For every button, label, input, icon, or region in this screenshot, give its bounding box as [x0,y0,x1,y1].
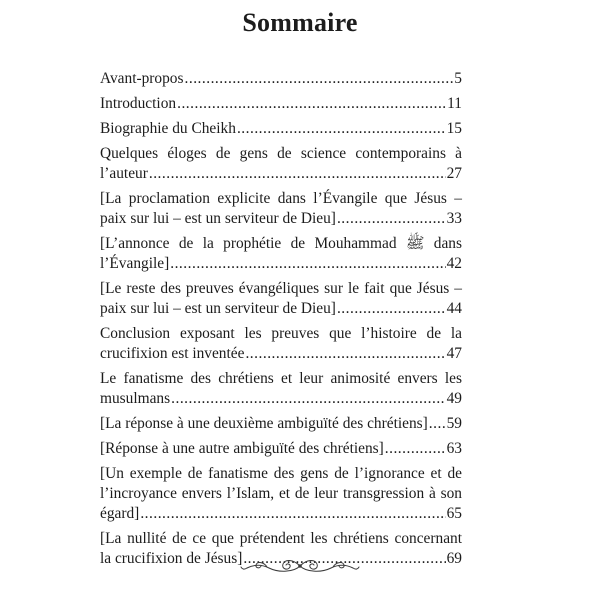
toc-page-number: 59 [446,415,462,432]
table-of-contents [100,69,462,574]
toc-entry [100,94,462,114]
toc-dot-leader [170,254,445,274]
toc-page-number: 42 [446,255,462,272]
toc-page-number: 69 [446,550,462,567]
toc-entry-text: l’incroyance envers l’Islam, et de leur transgression à son [100,485,462,502]
toc-dot-leader [149,164,446,184]
toc-entry-last-line [100,439,462,459]
toc-page-number: 15 [446,120,462,137]
toc-entry-text: Avant-propos [100,70,184,87]
toc-entry-line [100,324,462,344]
page-title: Sommaire [242,8,358,37]
toc-entry-line [100,279,462,299]
toc-entry-text: [La réponse à une deuxième ambiguïté des chrétiens] [100,415,428,432]
toc-entry [100,189,462,229]
toc-page-number: 63 [446,440,462,457]
toc-entry-last-line [100,209,462,229]
toc-entry-text: l’auteur [100,165,148,182]
toc-dot-leader [245,344,445,364]
toc-entry [100,69,462,89]
toc-dot-leader [140,504,445,524]
toc-entry-text: [Un exemple de fanatisme des gens de l’ignorance et de [100,465,462,482]
toc-entry [100,369,462,409]
toc-entry-line [100,369,462,389]
toc-entry-text: [L’annonce de la prophétie de Mouhammad ﷺ dans [100,235,462,252]
toc-entry-text: musulmans [100,390,171,407]
toc-page-number: 11 [447,95,462,112]
toc-dot-leader [385,439,446,459]
toc-entry-line [100,234,462,254]
toc-entry-last-line [100,69,462,89]
toc-entry-last-line [100,254,462,274]
toc-entry-text: paix sur lui – est un serviteur de Dieu] [100,300,336,317]
toc-page-number: 47 [446,345,462,362]
toc-entry [100,144,462,184]
toc-entry [100,119,462,139]
toc-entry-last-line [100,344,462,364]
toc-entry [100,439,462,459]
toc-entry [100,464,462,524]
toc-entry-last-line [100,299,462,319]
toc-entry [100,279,462,319]
toc-entry-line [100,144,462,164]
toc-entry [100,324,462,364]
toc-entry [100,234,462,274]
toc-dot-leader [171,389,445,409]
toc-dot-leader [337,299,446,319]
toc-dot-leader [429,414,446,434]
toc-page-number: 27 [446,165,462,182]
toc-entry-text: Conclusion exposant les preuves que l’histoire de la [100,325,462,342]
toc-entry-line [100,189,462,209]
toc-entry-line [100,484,462,504]
toc-entry-last-line [100,414,462,434]
toc-page-number: 33 [446,210,462,227]
toc-entry-text: crucifixion est inventée [100,345,245,362]
toc-entry-last-line [100,504,462,524]
toc-dot-leader [237,119,446,139]
toc-entry-line [100,529,462,549]
toc-entry-text: Quelques éloges de gens de science contemporains à [100,145,462,162]
toc-entry-last-line [100,389,462,409]
toc-entry-text: [Réponse à une autre ambiguïté des chrétiens] [100,440,384,457]
toc-dot-leader [185,69,454,89]
toc-page-number: 65 [446,505,462,522]
toc-entry-text: [La nullité de ce que prétendent les chrétiens concernant [100,530,462,547]
toc-entry-last-line [100,164,462,184]
toc-dot-leader [177,94,446,114]
toc-entry-text: paix sur lui – est un serviteur de Dieu] [100,210,336,227]
toc-entry-last-line [100,119,462,139]
toc-entry-text: Le fanatisme des chrétiens et leur animosité envers les [100,370,462,387]
toc-entry-text: [Le reste des preuves évangéliques sur le fait que Jésus – [100,280,462,297]
toc-entry-text: la crucifixion de Jésus] [100,550,243,567]
toc-entry [100,414,462,434]
toc-page-number: 44 [446,300,462,317]
toc-page-number: 49 [446,390,462,407]
toc-entry-text: [La proclamation explicite dans l’Évangile que Jésus – [100,190,462,207]
flourish-ornament-icon [239,554,361,578]
toc-dot-leader [337,209,446,229]
toc-entry-last-line [100,94,462,114]
toc-entry-text: Introduction [100,95,177,112]
toc-entry-text: l’Évangile] [100,255,170,272]
toc-entry-text: égard] [100,505,140,522]
toc-entry-line [100,464,462,484]
toc-entry-text: Biographie du Cheikh [100,120,236,137]
toc-page-number: 5 [454,70,462,87]
